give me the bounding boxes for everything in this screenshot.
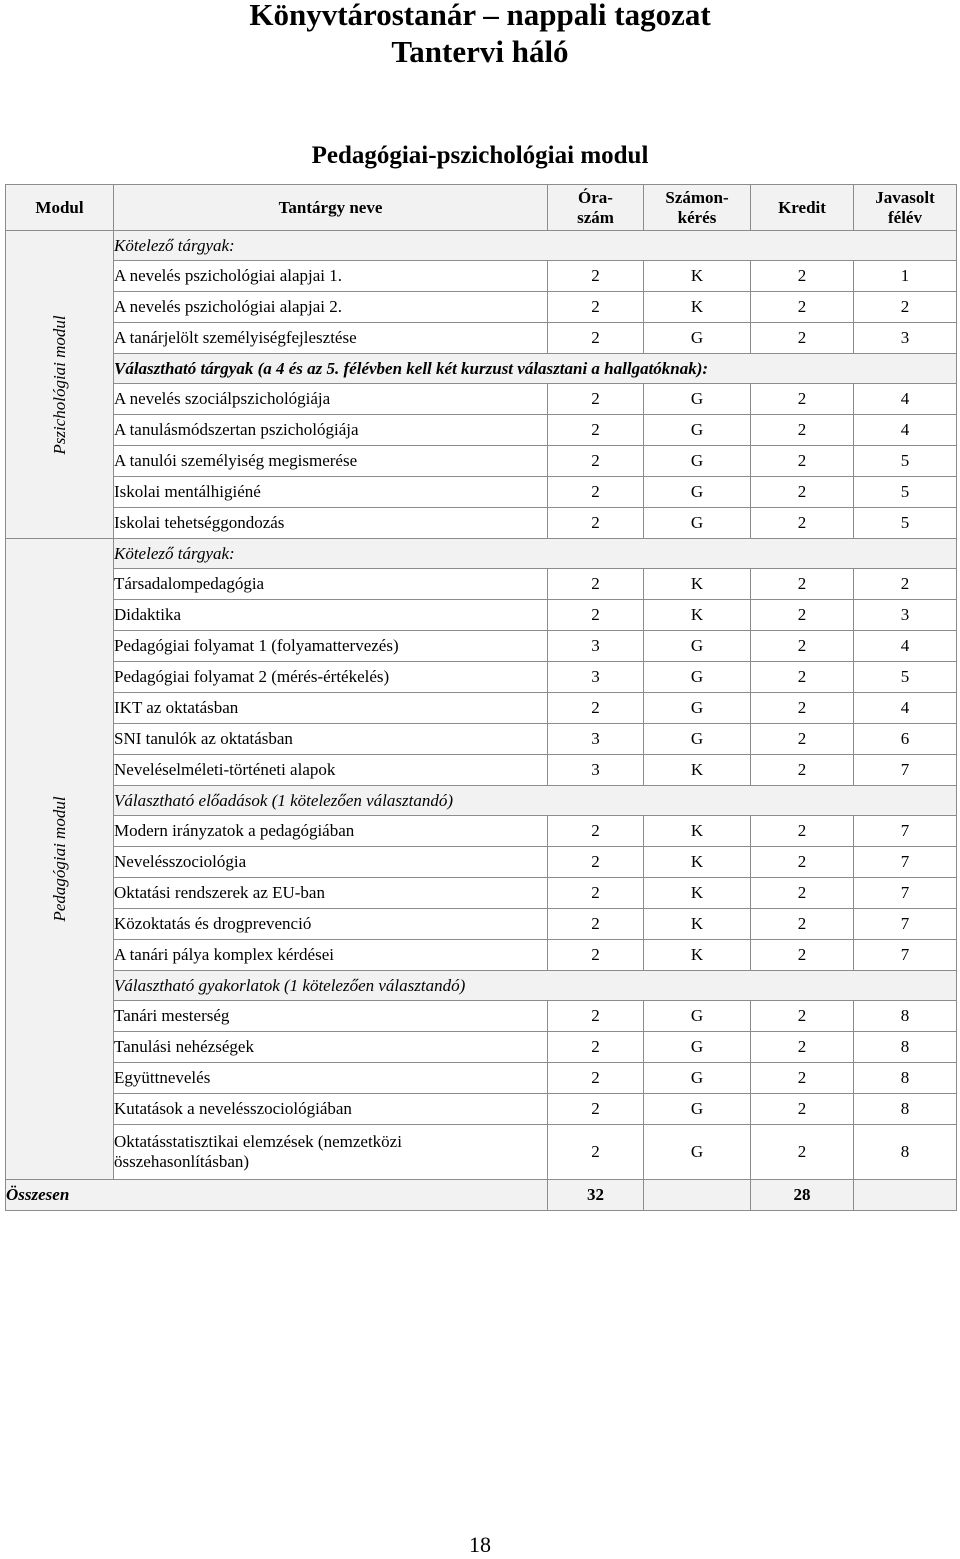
subject-assessment: G <box>644 662 751 693</box>
subject-hours: 2 <box>548 1125 644 1180</box>
subject-semester: 4 <box>854 631 957 662</box>
category-label: Választható előadások (1 kötelezően választandó) <box>114 786 957 816</box>
category-row <box>6 231 957 261</box>
subject-credit: 2 <box>751 1001 854 1032</box>
subject-semester: 6 <box>854 724 957 755</box>
subject-credit: 2 <box>751 816 854 847</box>
subject-assessment: G <box>644 1032 751 1063</box>
subject-hours: 2 <box>548 446 644 477</box>
header-semester-line1: Javasolt <box>875 187 935 207</box>
subject-credit: 2 <box>751 384 854 415</box>
category-label: Választható tárgyak (a 4 és az 5. félévben kell két kurzust választani a hallgatóknak): <box>114 354 957 384</box>
subject-assessment: G <box>644 631 751 662</box>
page-number: 18 <box>469 1532 491 1557</box>
subject-name <box>114 1125 548 1180</box>
subject-hours: 3 <box>548 662 644 693</box>
subject-semester: 7 <box>854 816 957 847</box>
subject-name: Kutatások a nevelésszociológiában <box>114 1094 548 1125</box>
subject-semester: 7 <box>854 909 957 940</box>
subject-semester: 8 <box>854 1094 957 1125</box>
subject-row <box>6 878 957 909</box>
subject-credit: 2 <box>751 1032 854 1063</box>
subject-assessment: G <box>644 477 751 508</box>
subject-name: Tanulási nehézségek <box>114 1032 548 1063</box>
subject-row <box>6 415 957 446</box>
subject-row <box>6 569 957 600</box>
subject-name-line1: Oktatásstatisztikai elemzések (nemzetközi <box>114 1132 402 1151</box>
subject-name: A nevelés pszichológiai alapjai 2. <box>114 292 548 323</box>
subject-name: Pedagógiai folyamat 2 (mérés-értékelés) <box>114 662 548 693</box>
subject-hours: 2 <box>548 909 644 940</box>
subject-row <box>6 724 957 755</box>
header-assessment-line1: Számon- <box>665 187 729 207</box>
subject-credit: 2 <box>751 693 854 724</box>
subject-semester: 7 <box>854 878 957 909</box>
subject-semester: 8 <box>854 1001 957 1032</box>
subject-credit: 2 <box>751 1063 854 1094</box>
category-label: Választható gyakorlatok (1 kötelezően választandó) <box>114 971 957 1001</box>
subject-assessment: K <box>644 940 751 971</box>
subject-row <box>6 600 957 631</box>
subject-hours: 2 <box>548 1001 644 1032</box>
module-name: Pszichológiai modul <box>49 314 69 455</box>
subject-semester: 7 <box>854 847 957 878</box>
subject-credit: 2 <box>751 909 854 940</box>
subject-hours: 2 <box>548 600 644 631</box>
subject-semester: 7 <box>854 940 957 971</box>
module-cell <box>6 231 114 539</box>
subject-semester: 8 <box>854 1032 957 1063</box>
document-subtitle: Tantervi háló <box>391 34 569 69</box>
subject-hours: 2 <box>548 384 644 415</box>
subject-assessment: G <box>644 1125 751 1180</box>
subject-row <box>6 816 957 847</box>
subject-row <box>6 477 957 508</box>
subject-assessment: G <box>644 446 751 477</box>
subject-assessment: K <box>644 292 751 323</box>
subject-name: A tanulói személyiség megismerése <box>114 446 548 477</box>
header-assessment <box>644 185 751 231</box>
subject-credit: 2 <box>751 323 854 354</box>
subject-name: Modern irányzatok a pedagógiában <box>114 816 548 847</box>
subject-semester: 1 <box>854 261 957 292</box>
subject-row <box>6 847 957 878</box>
subject-credit: 2 <box>751 724 854 755</box>
subject-assessment: G <box>644 508 751 539</box>
subject-name: A tanári pálya komplex kérdései <box>114 940 548 971</box>
subject-hours: 2 <box>548 415 644 446</box>
subject-name: IKT az oktatásban <box>114 693 548 724</box>
subject-semester: 4 <box>854 415 957 446</box>
subject-assessment: K <box>644 816 751 847</box>
subject-assessment: G <box>644 1001 751 1032</box>
subject-hours: 2 <box>548 508 644 539</box>
total-row <box>6 1180 957 1211</box>
header-credit: Kredit <box>751 185 854 231</box>
subject-hours: 2 <box>548 261 644 292</box>
subject-semester: 5 <box>854 477 957 508</box>
subject-assessment: G <box>644 1063 751 1094</box>
subject-credit: 2 <box>751 662 854 693</box>
subject-credit: 2 <box>751 292 854 323</box>
subject-hours: 2 <box>548 292 644 323</box>
subject-hours: 3 <box>548 755 644 786</box>
subject-semester: 8 <box>854 1063 957 1094</box>
subject-assessment: K <box>644 600 751 631</box>
subject-hours: 2 <box>548 1094 644 1125</box>
subject-credit: 2 <box>751 446 854 477</box>
subject-hours: 2 <box>548 816 644 847</box>
subject-row <box>6 446 957 477</box>
category-label: Kötelező tárgyak: <box>114 539 957 569</box>
category-row <box>6 539 957 569</box>
subject-hours: 2 <box>548 1032 644 1063</box>
subject-row <box>6 323 957 354</box>
category-label: Kötelező tárgyak: <box>114 231 957 261</box>
subject-credit: 2 <box>751 1125 854 1180</box>
subject-assessment: K <box>644 755 751 786</box>
header-assessment-line2: kérés <box>677 207 717 227</box>
subject-assessment: K <box>644 909 751 940</box>
subject-semester: 5 <box>854 508 957 539</box>
subject-name: Nevelésszociológia <box>114 847 548 878</box>
subject-name: A nevelés szociálpszichológiája <box>114 384 548 415</box>
subject-assessment: K <box>644 878 751 909</box>
subject-assessment: G <box>644 1094 751 1125</box>
header-semester <box>854 185 957 231</box>
category-row <box>6 971 957 1001</box>
subject-semester: 2 <box>854 569 957 600</box>
subject-name: SNI tanulók az oktatásban <box>114 724 548 755</box>
subject-semester: 5 <box>854 446 957 477</box>
header-hours-line1: Óra- <box>578 187 613 207</box>
subject-credit: 2 <box>751 1094 854 1125</box>
subject-semester: 7 <box>854 755 957 786</box>
header-row <box>6 185 957 231</box>
total-credit: 28 <box>751 1180 854 1211</box>
subject-assessment: K <box>644 847 751 878</box>
subject-hours: 2 <box>548 1063 644 1094</box>
subject-hours: 2 <box>548 847 644 878</box>
subject-row <box>6 755 957 786</box>
subject-credit: 2 <box>751 477 854 508</box>
document-title: Könyvtárostanár – nappali tagozat <box>249 0 711 32</box>
subject-row <box>6 662 957 693</box>
subject-credit: 2 <box>751 631 854 662</box>
subject-semester: 8 <box>854 1125 957 1180</box>
total-hours: 32 <box>548 1180 644 1211</box>
category-row <box>6 354 957 384</box>
subject-hours: 2 <box>548 477 644 508</box>
subject-name: Neveléselméleti-történeti alapok <box>114 755 548 786</box>
subject-hours: 2 <box>548 940 644 971</box>
subject-row <box>6 909 957 940</box>
subject-name: Didaktika <box>114 600 548 631</box>
subject-name: A tanárjelölt személyiségfejlesztése <box>114 323 548 354</box>
subject-semester: 3 <box>854 323 957 354</box>
category-row <box>6 786 957 816</box>
subject-name: Tanári mesterség <box>114 1001 548 1032</box>
subject-name: Iskolai mentálhigiéné <box>114 477 548 508</box>
header-hours <box>548 185 644 231</box>
module-heading: Pedagógiai-pszichológiai modul <box>311 142 649 169</box>
subject-row <box>6 508 957 539</box>
subject-row <box>6 1032 957 1063</box>
subject-name: A tanulásmódszertan pszichológiája <box>114 415 548 446</box>
subject-hours: 2 <box>548 693 644 724</box>
module-cell <box>6 539 114 1180</box>
subject-name: Iskolai tehetséggondozás <box>114 508 548 539</box>
subject-credit: 2 <box>751 261 854 292</box>
subject-semester: 3 <box>854 600 957 631</box>
subject-hours: 3 <box>548 631 644 662</box>
subject-hours: 2 <box>548 569 644 600</box>
subject-assessment: G <box>644 415 751 446</box>
table-body <box>6 231 957 1180</box>
subject-hours: 2 <box>548 878 644 909</box>
subject-hours: 2 <box>548 323 644 354</box>
subject-row <box>6 1063 957 1094</box>
header-semester-line2: félév <box>888 207 922 227</box>
total-label: Összesen <box>6 1180 548 1211</box>
subject-row <box>6 261 957 292</box>
total-assessment <box>644 1180 751 1211</box>
subject-semester: 4 <box>854 384 957 415</box>
subject-row <box>6 1094 957 1125</box>
total-semester <box>854 1180 957 1211</box>
subject-name: A nevelés pszichológiai alapjai 1. <box>114 261 548 292</box>
subject-row <box>6 693 957 724</box>
subject-semester: 2 <box>854 292 957 323</box>
subject-name: Társadalompedagógia <box>114 569 548 600</box>
subject-credit: 2 <box>751 755 854 786</box>
subject-credit: 2 <box>751 569 854 600</box>
subject-name-line2: összehasonlításban) <box>114 1152 250 1171</box>
header-hours-line2: szám <box>577 207 614 227</box>
subject-name: Közoktatás és drogprevenció <box>114 909 548 940</box>
subject-semester: 4 <box>854 693 957 724</box>
subject-credit: 2 <box>751 847 854 878</box>
subject-row <box>6 384 957 415</box>
subject-assessment: G <box>644 384 751 415</box>
subject-credit: 2 <box>751 600 854 631</box>
subject-row <box>6 940 957 971</box>
subject-name: Oktatási rendszerek az EU-ban <box>114 878 548 909</box>
subject-row <box>6 1125 957 1180</box>
subject-name: Együttnevelés <box>114 1063 548 1094</box>
module-name: Pedagógiai modul <box>49 796 69 922</box>
subject-assessment: G <box>644 693 751 724</box>
subject-name: Pedagógiai folyamat 1 (folyamattervezés) <box>114 631 548 662</box>
header-subject-name: Tantárgy neve <box>114 185 548 231</box>
subject-assessment: G <box>644 724 751 755</box>
subject-semester: 5 <box>854 662 957 693</box>
subject-row <box>6 631 957 662</box>
subject-credit: 2 <box>751 940 854 971</box>
subject-hours: 3 <box>548 724 644 755</box>
subject-assessment: K <box>644 261 751 292</box>
subject-row <box>6 292 957 323</box>
subject-assessment: K <box>644 569 751 600</box>
subject-credit: 2 <box>751 415 854 446</box>
subject-credit: 2 <box>751 878 854 909</box>
subject-assessment: G <box>644 323 751 354</box>
curriculum-table <box>5 184 957 1211</box>
subject-row <box>6 1001 957 1032</box>
header-modul: Modul <box>6 185 114 231</box>
subject-credit: 2 <box>751 508 854 539</box>
